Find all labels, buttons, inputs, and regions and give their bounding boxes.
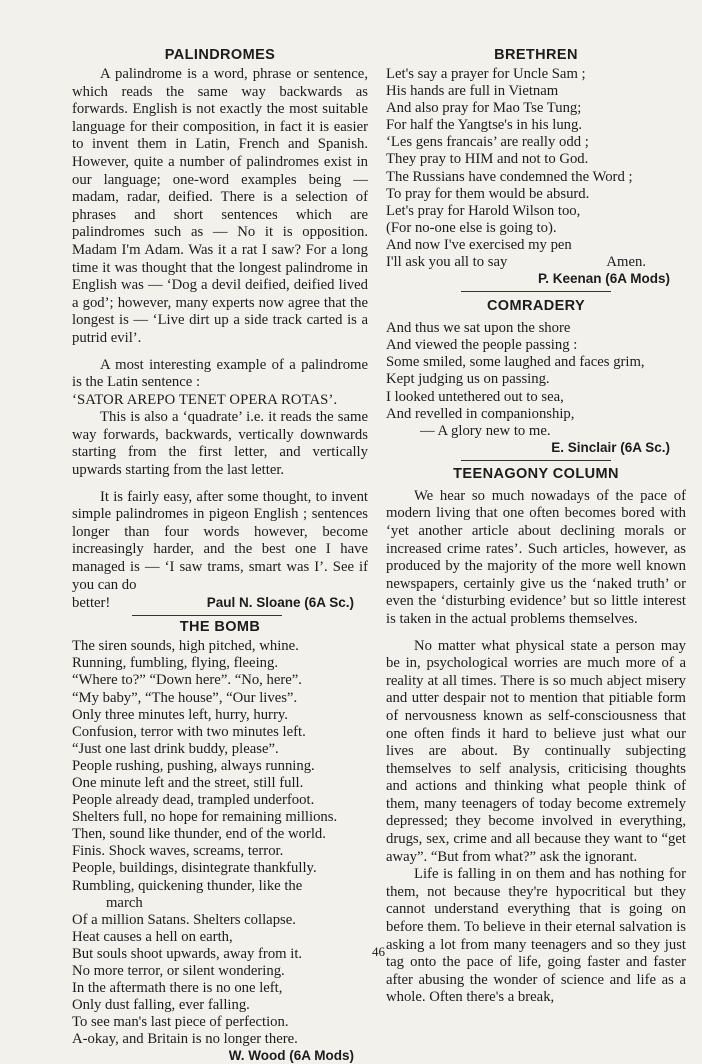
- poem-line: Of a million Satans. Shelters collapse.: [72, 911, 296, 928]
- poem-line: “Just one last drink buddy, please”.: [72, 740, 279, 757]
- poem-line: His hands are full in Vietnam: [386, 83, 559, 100]
- teenagony-title: TEENAGONY COLUMN: [453, 465, 619, 482]
- poem-line: Let's pray for Harold Wilson too,: [386, 202, 581, 219]
- poem-line: A-okay, and Britain is no longer there.: [72, 1031, 298, 1048]
- teenagony-paragraph-1: We hear so much nowadays of the pace of modern living that one often becomes bored with ‘yet another article about declining morals or increased crime rates’. Such articles, however, as produced by the majority of the more well known newspapers, certainly give us the ‘naked truth’ or even the ‘disturbing evidence’ but so little interest is taken in the actual problems themselves.: [386, 487, 686, 627]
- comradery-poem: [386, 297, 686, 456]
- poem-last-line: [386, 254, 686, 271]
- poem-line: No more terror, or silent wondering.: [72, 963, 285, 979]
- brethren-verse: [386, 66, 686, 271]
- poem-line: Running, fumbling, flying, fleeing.: [72, 655, 279, 672]
- poem-line: And viewed the people passing :: [386, 337, 578, 354]
- poem-line: Shelters full, no hope for remaining millions.: [72, 809, 338, 826]
- divider: [461, 460, 611, 461]
- bomb-title: THE BOMB: [179, 619, 261, 636]
- divider: [461, 291, 611, 292]
- poem-line: Let's say a prayer for Uncle Sam ;: [386, 66, 586, 82]
- palindromes-paragraph-2: A most interesting example of a palindrome is the Latin sentence :: [72, 356, 368, 391]
- poem-line: I'll ask you all to say: [386, 254, 508, 271]
- poem-line: Finis. Shock waves, screams, terror.: [72, 843, 284, 860]
- poem-line: Heat causes a hell on earth,: [72, 928, 233, 945]
- poem-line: Rumbling, quickening thunder, like the: [72, 877, 303, 894]
- poem-line: Only three minutes left, hurry, hurry.: [72, 706, 288, 723]
- teenagony-paragraph-2: No matter what physical state a person may be in, psychological worries are much more of a reality at all times. There is so much abject misery and utter despair not to mention that pitiable form of nervousness known as self-consciousness that one often finds it hard to believe just what our lives are about. By continually subjecting themselves to self analysis, criticising thoughts and actions and thinking what people think of them, many teenagers of today become extremely depressed; they become involved in everything, drugs, sex, crime and all because they want to “get away”. “But from what?” ask the ignorant.: [386, 637, 686, 865]
- latin-palindrome: ‘SATOR AREPO TENET OPERA ROTAS’.: [72, 391, 338, 408]
- comradery-title: COMRADERY: [486, 298, 586, 315]
- left-column: [72, 46, 368, 1064]
- the-bomb-poem: [72, 618, 368, 1064]
- poem-line: The siren sounds, high pitched, whine.: [72, 638, 299, 655]
- palindromes-title: PALINDROMES: [164, 47, 276, 63]
- poem-line: march: [106, 894, 143, 911]
- poem-line: And now I've exercised my pen: [386, 236, 572, 253]
- teenagony-article: [386, 465, 686, 1007]
- palindromes-paragraph-4: It is fairly easy, after some thought, to invent simple palindromes in pigeon English ; sentences longer than four words however, become increasingly harder, and the best one I have managed is — ‘I saw trams, smart was I’. See if you can do: [72, 488, 368, 593]
- poem-line: People already dead, trampled underfoot.: [72, 792, 315, 809]
- poem-line: The Russians have condemned the Word ;: [386, 168, 633, 185]
- poem-line: They pray to HIM and not to God.: [386, 151, 589, 168]
- page-number: 46: [372, 944, 385, 959]
- palindromes-author: Paul N. Sloane (6A Sc.): [206, 595, 354, 611]
- palindromes-paragraph-1: A palindrome is a word, phrase or sentence, which reads the same way backwards as forwards. English is not exactly the most suitable language for their composition, in fact it is easier to invent them in Latin, French and Spanish. However, quite a number of palindromes exist in our language; one-word examples being — madam, radar, deified. There is a selection of phrases and short sentences which are palindromes such as — No it is opposition. Madam I'm Adam. Was it a rat I saw? For a long time it was thought that the longest palindrome in English was — ‘Dog a devil deified, deified lived a god’; however, many experts now agree that the longest is — ‘Live dirt up a side track carted is a putrid evil’.: [72, 66, 368, 346]
- poem-line: To see man's last piece of perfection.: [72, 1014, 289, 1031]
- poem-line: “My baby”, “The house”, “Our lives”.: [72, 689, 298, 706]
- divider: [132, 615, 282, 616]
- poem-line: In the aftermath there is no one left,: [72, 980, 283, 997]
- poem-line: To pray for them would be absurd.: [386, 185, 590, 202]
- teenagony-paragraph-3: Life is falling in on them and has nothing for them, not because they're hypocritical but they cannot understand everything that is going on before them. To believe in their eternal salvation is asking a lot from many teenagers and so they just tag onto the pace of life, going faster and faster after abusing the wonder of science and life as a whole. Often there's a break,: [386, 866, 686, 1006]
- bomb-author: W. Wood (6A Mods): [228, 1048, 354, 1064]
- poem-line: One minute left and the street, still full.: [72, 774, 304, 791]
- poem-line: “Where to?” “Down here”. “No, here”.: [72, 672, 302, 689]
- poem-line: But souls shoot upwards, away from it.: [72, 945, 303, 962]
- palindromes-paragraph-3: This is also a ‘quadrate’ i.e. it reads the same way forwards, backwards, vertically downwards starting from the first letter, and vertically upwards starting from the last letter.: [72, 409, 368, 479]
- poem-line: Some smiled, some laughed and faces grim,: [386, 354, 645, 371]
- poem-line: And thus we sat upon the shore: [386, 320, 571, 337]
- poem-line: (For no-one else is going to).: [386, 219, 557, 236]
- right-column: [386, 46, 686, 1007]
- brethren-title: BRETHREN: [494, 47, 578, 63]
- poem-line: And revelled in companionship,: [386, 405, 575, 422]
- brethren-author: P. Keenan (6A Mods): [537, 271, 670, 287]
- comradery-verse: [386, 320, 686, 440]
- brethren-poem: [386, 46, 686, 287]
- poem-line: I looked untethered out to sea,: [386, 388, 564, 405]
- poem-line: ‘Les gens francais’ are really odd ;: [386, 134, 589, 151]
- poem-line: Then, sound like thunder, end of the world.: [72, 826, 326, 843]
- poem-line: Confusion, terror with two minutes left.: [72, 723, 306, 740]
- poem-line: And also pray for Mao Tse Tung;: [386, 100, 582, 117]
- poem-line: Only dust falling, ever falling.: [72, 997, 250, 1014]
- amen: Amen.: [606, 254, 646, 271]
- comradery-author: E. Sinclair (6A Sc.): [551, 439, 670, 455]
- palindromes-closing-word: better!: [72, 595, 111, 612]
- palindromes-article: [72, 46, 368, 612]
- poem-line: — A glory new to me.: [420, 422, 551, 439]
- poem-line: Kept judging us on passing.: [386, 371, 550, 388]
- poem-line: People, buildings, disintegrate thankfully.: [72, 860, 317, 877]
- poem-line: For half the Yangtse's in his lung.: [386, 117, 583, 134]
- poem-line: People rushing, pushing, always running.: [72, 757, 315, 774]
- palindromes-closing-row: [72, 594, 368, 612]
- bomb-verse: [72, 638, 368, 1048]
